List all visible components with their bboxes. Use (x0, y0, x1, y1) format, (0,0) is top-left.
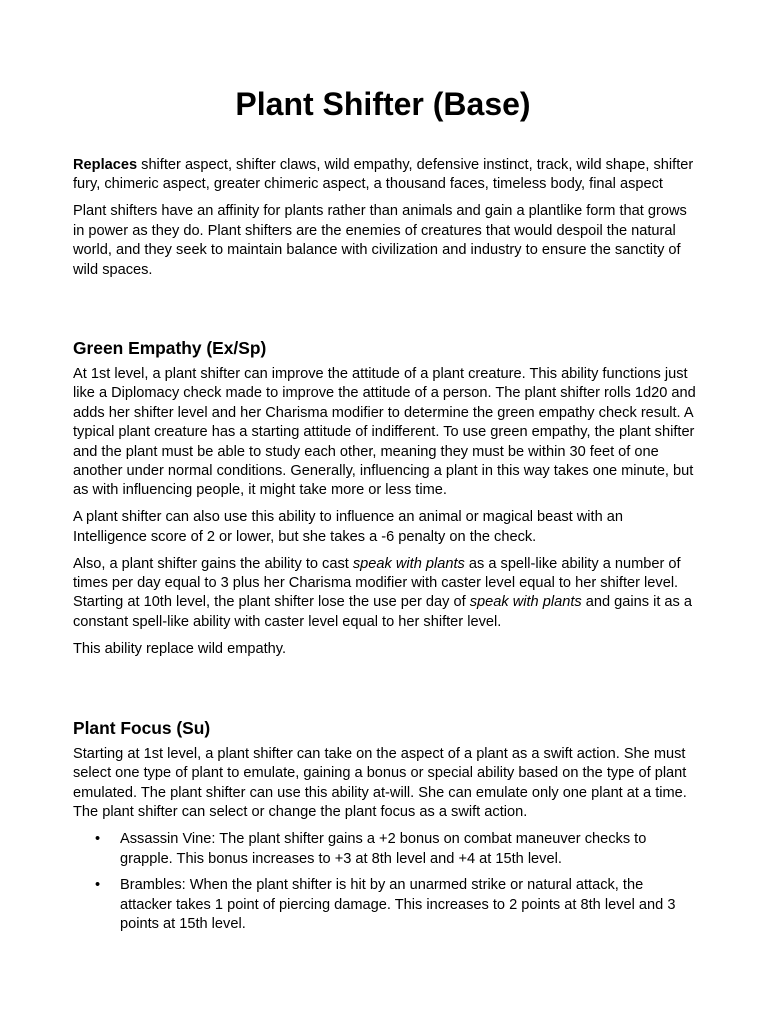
replaces-label: Replaces (73, 157, 138, 173)
bullet-icon: • (95, 831, 101, 848)
green-empathy-section (73, 337, 698, 667)
description-paragraph: Plant shifters have an affinity for plants rather than animals and gain a plantlike form that grows in power as they do. Plant shifters are the enemies of creatures that would despoil the natural world, and they seek to maintain balance with civilization and industry to ensure the sanctity of wild spaces. (73, 203, 687, 278)
plant-focus-section (73, 717, 698, 942)
bullet-icon: • (95, 877, 101, 894)
plant-focus-heading: Plant Focus (Su) (73, 718, 211, 738)
replaces-paragraph (73, 156, 698, 195)
list-item (73, 876, 698, 934)
green-empathy-p1: At 1st level, a plant shifter can improve the attitude of a plant creature. This ability functions just like a Diplomacy check made to improve the attitude of a person. The plant shifter rolls 1d20 and adds her shifter level and her Charisma modifier to determine the green empathy check result. A typical plant creature has a starting attitude of indifferent. To use green empathy, the plant shifter and the plant must be able to study each other, meaning they must be within 30 feet of one another under normal conditions. Generally, influencing a plant in this way takes one minute, but as with influencing people, it might take more or less time. (73, 366, 696, 499)
spell-name-italic: speak with plants (469, 594, 582, 611)
green-empathy-heading: Green Empathy (Ex/Sp) (73, 338, 267, 358)
p3-text-c: and gains it as a constant spell-like ability with caster level equal to her shifter level. (73, 594, 693, 630)
p3-text-b: as a spell-like ability a number of times per day equal to 3 plus her Charisma modifier with caster level equal to her shifter level. Starting at 10th level, the plant shifter lose the use per day of (73, 555, 681, 611)
replaces-text: shifter aspect, shifter claws, wild empathy, defensive instinct, track, wild shape, shifter fury, chimeric aspect, greater chimeric aspect, a thousand faces, timeless body, final aspect (73, 157, 694, 193)
plant-focus-list (73, 830, 698, 935)
list-item-text: Brambles: When the plant shifter is hit by an unarmed strike or natural attack, the attacker takes 1 point of piercing damage. This increases to 2 points at 8th level and 3 points at 15th level. (120, 877, 676, 933)
p3-text-a: Also, a plant shifter gains the ability to cast (73, 555, 353, 572)
green-empathy-p2: A plant shifter can also use this ability to influence an animal or magical beast with an Intelligence score of 2 or lower, but she takes a -6 penalty on the check. (73, 509, 624, 545)
green-empathy-p3 (73, 555, 698, 633)
list-item (73, 830, 698, 869)
list-item-text: Assassin Vine: The plant shifter gains a +2 bonus on combat maneuver checks to grapple. This bonus increases to +3 at 8th level and +4 at 15th level. (120, 831, 647, 867)
page-title: Plant Shifter (Base) (235, 86, 531, 122)
plant-focus-p1: Starting at 1st level, a plant shifter can take on the aspect of a plant as a swift action. She must select one type of plant to emulate, gaining a bonus or special ability based on the type of plant emulated. The plant shifter can use this ability at-will. She can emulate only one plant at a time. The plant shifter can select or change the plant focus as a swift action. (73, 746, 687, 821)
spell-name-italic: speak with plants (352, 555, 465, 572)
green-empathy-p4: This ability replace wild empathy. (73, 640, 287, 657)
intro-section (73, 156, 698, 287)
